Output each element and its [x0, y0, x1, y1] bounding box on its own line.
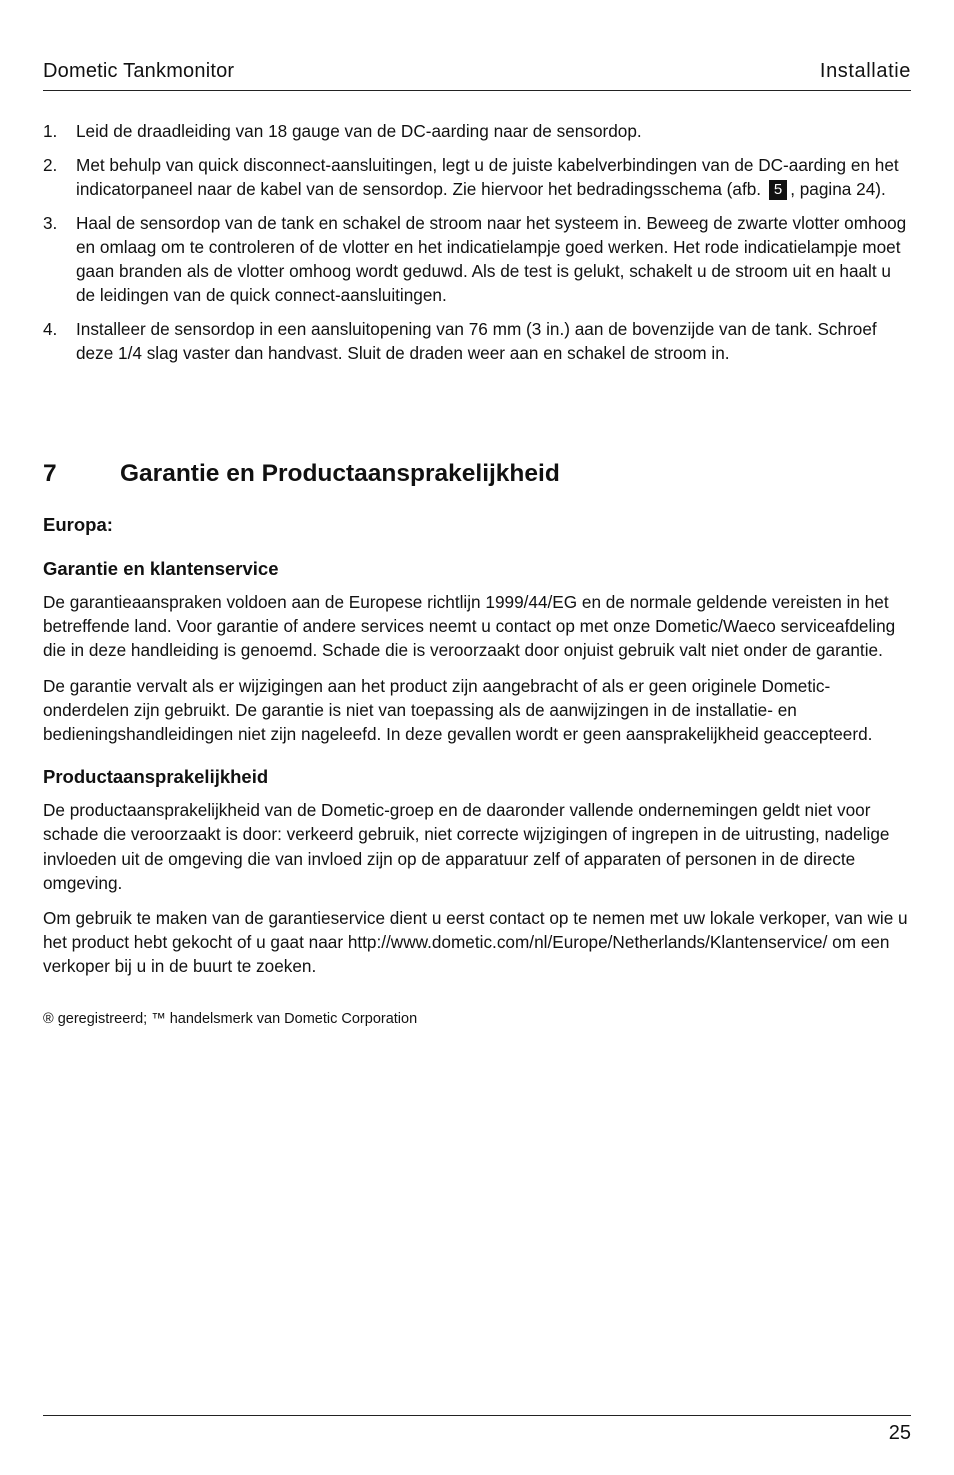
page-number: 25 [888, 1422, 911, 1444]
liability-paragraph: Om gebruik te maken van de garantieservice dient u eerst contact op te nemen met uw lokale verkoper, van wie u het product hebt gekocht of u gaat naar http://www.dometic.com/nl/Europe/Netherlands/Klantenservice/ om een verkoper bij u in de buurt te zoeken. [43, 908, 908, 977]
section-title: Garantie en Productaansprakelijkheid [120, 460, 560, 487]
liability-paragraph: De productaansprakelijkheid van de Dometic-groep en de daaronder vallende ondernemingen geldt niet voor schade die veroorzaakt is door: verkeerd gebruik, niet correcte wijzigingen of ingrepen in de uitrusting, nadelige invloeden uit de omgeving die van invloed zijn op de apparatuur zelf of apparaten of personen in de directe omgeving. [43, 800, 890, 893]
warranty-paragraph: De garantieaanspraken voldoen aan de Europese richtlijn 1999/44/EG en de normale geldende vereisten in het betreffende land. Voor garantie of andere services neemt u contact op met onze Dometic/Waeco serviceafdeling die in deze handleiding is genoemd. Schade die is veroorzaakt door onjuist gebruik valt niet onder de garantie. [43, 592, 896, 661]
warranty-heading: Garantie en klantenservice [43, 558, 279, 579]
step-number: 1. [43, 121, 58, 141]
list-item [43, 211, 911, 307]
list-item [43, 153, 911, 201]
section-number: 7 [43, 460, 57, 487]
step-text-continued: , pagina 24). [790, 179, 886, 199]
document-page [43, 0, 911, 1475]
list-item [43, 119, 911, 143]
step-text: Leid de draadleiding van 18 gauge van de DC-aarding naar de sensordop. [76, 121, 642, 141]
page-header [43, 60, 911, 91]
warranty-section [43, 458, 911, 1043]
warranty-paragraph: De garantie vervalt als er wijzigingen aan het product zijn aangebracht of als er geen originele Dometic-onderdelen zijn gebruikt. De garantie is niet van toepassing als de aanwijzingen in de installatie- en bedieningshandleidingen niet zijn nageleefd. In deze gevallen wordt er geen aansprakelijkheid geaccepteerd. [43, 675, 873, 745]
chapter-title: Installatie [819, 60, 911, 82]
list-item [43, 317, 911, 365]
installation-steps [43, 119, 911, 375]
step-text: Haal de sensordop van de tank en schakel de stroom naar het systeem in. Beweeg de zwarte vlotter omhoog en omlaag om te controleren of de vlotter en het indicatielampje goed werken. Het rode indicatielampje moet gaan branden als de vlotter omhoog wordt geduwd. Als de test is gelukt, schakelt u de stroom uit en haalt u de leidingen van de quick connect-aansluitingen. [76, 213, 907, 305]
step-number: 3. [43, 213, 58, 233]
trademark-footnote: ® geregistreerd; ™ handelsmerk van Dometic Corporation [43, 1010, 418, 1027]
document-title: Dometic Tankmonitor [43, 60, 235, 82]
figure-reference-badge: 5 [769, 180, 787, 200]
step-number: 2. [43, 155, 58, 175]
step-text: Met behulp van quick disconnect-aansluitingen, legt u de juiste kabelverbindingen van de DC-aarding en het indicatorpaneel naar de kabel van de sensordop. Zie hiervoor het bedradingsschema (afb. [76, 155, 899, 199]
section-heading [43, 458, 911, 490]
step-text: Installeer de sensordop in een aansluitopening van 76 mm (3 in.) aan de bovenzijde van de tank. Schroef deze 1/4 slag vaster dan handvast. Sluit de draden weer aan en schakel de stroom in. [76, 319, 877, 363]
footer-divider [43, 1415, 911, 1416]
region-heading: Europa: [43, 514, 113, 535]
liability-heading: Productaansprakelijkheid [43, 766, 269, 788]
step-number: 4. [43, 319, 58, 339]
